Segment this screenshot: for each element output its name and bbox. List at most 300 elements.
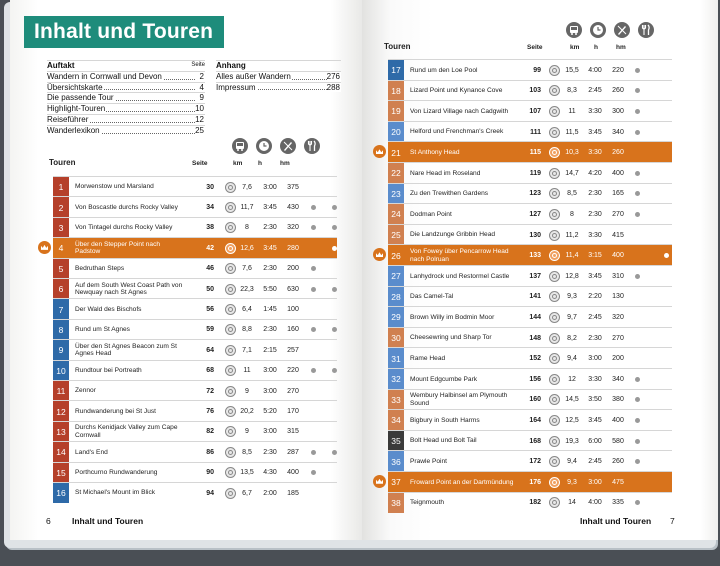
table-row[interactable] (388, 492, 672, 514)
toc-entry[interactable] (47, 71, 205, 82)
tour-number: 35 (388, 431, 404, 452)
bus-marker (635, 171, 640, 176)
toc-entry[interactable] (47, 82, 205, 93)
toc-entry-label: Highlight-Touren (47, 104, 106, 114)
km-header: km (233, 160, 243, 167)
tour-duration: 3:50 (588, 396, 602, 404)
table-row[interactable] (53, 400, 337, 421)
tour-duration: 3:45 (263, 244, 277, 252)
table-row[interactable] (388, 450, 672, 472)
tour-name[interactable]: St Anthony Head (410, 148, 460, 156)
tour-elevation: 340 (612, 375, 624, 383)
tour-page: 56 (206, 306, 214, 314)
tour-number: 12 (53, 401, 69, 421)
toc-entry[interactable] (216, 82, 341, 93)
difficulty-icon (549, 209, 560, 220)
tour-km: 14,5 (565, 396, 579, 404)
tour-name[interactable]: Auf dem South West Coast Path von Newquay nach St Agnes (75, 281, 183, 297)
tour-km: 8,3 (567, 87, 577, 95)
difficulty-icon (549, 127, 560, 138)
bus-marker (635, 500, 640, 505)
toc-entry-page: 288 (326, 82, 340, 92)
tour-duration: 2:45 (588, 458, 602, 466)
tour-km: 9 (245, 428, 249, 436)
difficulty-icon (549, 312, 560, 323)
difficulty-icon (549, 250, 560, 261)
tour-page: 86 (206, 448, 214, 456)
tour-name[interactable]: Bigbury in South Harms (410, 416, 480, 424)
tour-duration: 3:45 (588, 128, 602, 136)
tour-name[interactable]: Mount Edgcumbe Park (410, 375, 478, 383)
tour-km: 20,2 (240, 408, 254, 416)
tour-km: 12,8 (565, 272, 579, 280)
table-row[interactable] (53, 380, 337, 401)
toc-entry-label: Die passende Tour (47, 93, 114, 103)
page-title: Inhalt und Touren (34, 20, 214, 43)
tour-km: 12,6 (240, 244, 254, 252)
tour-page: 144 (529, 313, 541, 321)
bus-marker (311, 287, 316, 292)
difficulty-icon (549, 168, 560, 179)
toc-entry-page: 12 (195, 114, 204, 124)
bus-marker (311, 225, 316, 230)
auftakt-section (47, 60, 205, 136)
difficulty-icon (549, 394, 560, 405)
difficulty-icon (549, 477, 560, 488)
tour-number: 32 (388, 369, 404, 390)
tour-number: 4 (53, 238, 69, 258)
table-row[interactable] (388, 471, 672, 493)
tour-km: 14 (568, 499, 576, 507)
difficulty-icon (549, 333, 560, 344)
right-page (362, 0, 718, 540)
tour-elevation: 260 (612, 87, 624, 95)
legend-icons (566, 22, 676, 40)
tour-duration: 4:00 (588, 499, 602, 507)
tour-duration: 2:30 (263, 224, 277, 232)
tour-km: 11,2 (565, 231, 579, 239)
tour-page: 160 (529, 396, 541, 404)
tour-km: 11 (568, 107, 576, 115)
table-row[interactable] (53, 421, 337, 442)
page-number: 6 (46, 516, 51, 526)
tour-number: 33 (388, 390, 404, 411)
tour-elevation: 400 (287, 469, 299, 477)
tour-elevation: 200 (287, 265, 299, 273)
tour-name[interactable]: Zu den Trewithen Gardens (410, 190, 489, 198)
tour-duration: 2:45 (588, 87, 602, 95)
tour-number: 1 (53, 177, 69, 197)
tour-name[interactable]: Durchs Kenidjack Valley zum Cape Cornwall (75, 424, 178, 439)
difficulty-icon (549, 456, 560, 467)
tour-page: 46 (206, 265, 214, 273)
difficulty-icon (549, 65, 560, 76)
bus-marker (311, 266, 316, 271)
table-row[interactable] (53, 237, 337, 258)
tour-elevation: 160 (287, 326, 299, 334)
table-row[interactable] (388, 141, 672, 163)
tour-name[interactable]: Über den Stepper Point nach Padstow (75, 240, 161, 256)
tour-number: 9 (53, 340, 69, 360)
toc-entry-page: 4 (199, 82, 204, 92)
bus-marker (311, 470, 316, 475)
tour-duration: 2:45 (588, 313, 602, 321)
table-row[interactable] (53, 176, 337, 197)
anhang-section (216, 60, 341, 92)
tour-name[interactable]: Die Landzunge Gribbin Head (410, 231, 496, 239)
tour-km: 12 (568, 375, 576, 383)
tour-number: 18 (388, 81, 404, 102)
tour-number: 5 (53, 259, 69, 279)
table-row[interactable] (388, 430, 672, 452)
tour-page: 72 (206, 387, 214, 395)
tour-page: 76 (206, 408, 214, 416)
tour-elevation: 270 (612, 210, 624, 218)
table-row[interactable] (388, 80, 672, 102)
tour-number: 14 (53, 442, 69, 462)
tour-elevation: 220 (287, 367, 299, 375)
clock-icon (256, 138, 272, 154)
table-row[interactable] (53, 462, 337, 483)
tour-page: 137 (529, 272, 541, 280)
tour-km: 8 (570, 210, 574, 218)
tour-name[interactable]: Von Boscastle durchs Rocky Valley (75, 203, 178, 211)
table-row[interactable] (388, 183, 672, 205)
tour-page: 127 (529, 210, 541, 218)
tour-page: 82 (206, 428, 214, 436)
tour-name[interactable]: Zennor (75, 387, 96, 395)
tour-duration: 3:00 (263, 367, 277, 375)
tour-number: 19 (388, 101, 404, 122)
tour-page: 94 (206, 489, 214, 497)
tour-name[interactable]: Brown Willy im Bodmin Moor (410, 313, 495, 321)
tour-duration: 2:30 (588, 334, 602, 342)
table-row[interactable] (53, 196, 337, 217)
tour-km: 22,3 (240, 285, 254, 293)
toc-entry-label: Impressum (216, 82, 256, 92)
compass-icon (280, 138, 296, 154)
restaurant-marker (332, 225, 337, 230)
toc-entry-label: Reiseführer (47, 114, 89, 124)
clock-icon (590, 22, 606, 38)
tour-page: 182 (529, 499, 541, 507)
tour-name[interactable]: Land's End (75, 448, 108, 456)
tour-elevation: 200 (612, 355, 624, 363)
tour-elevation: 630 (287, 285, 299, 293)
touren-header: Touren (384, 42, 411, 51)
table-row[interactable] (388, 286, 672, 308)
tour-name[interactable]: Rundtour bei Portreath (75, 366, 142, 374)
tour-km: 6,7 (242, 489, 252, 497)
highlight-crown-icon (38, 241, 51, 254)
tour-name[interactable]: Rund um St Agnes (75, 326, 130, 334)
toc-entry[interactable] (47, 92, 205, 103)
tour-duration: 3:00 (588, 478, 602, 486)
tour-km: 9,4 (567, 355, 577, 363)
tour-page: 148 (529, 334, 541, 342)
bus-marker (635, 109, 640, 114)
toc-entry[interactable] (47, 103, 205, 114)
tour-number: 11 (53, 381, 69, 401)
tour-duration: 2:00 (263, 489, 277, 497)
tour-duration: 1:45 (263, 306, 277, 314)
bus-marker (635, 377, 640, 382)
bus-marker (311, 327, 316, 332)
tour-name[interactable]: Froward Point an der Dartmündung (410, 478, 514, 486)
tour-name[interactable]: Von Fowey über Pencarrow Head nach Polruan (410, 248, 509, 263)
tour-duration: 3:30 (588, 231, 602, 239)
tour-elevation: 287 (287, 448, 299, 456)
tour-km: 11,7 (240, 204, 254, 212)
tour-name[interactable]: Über den St Agnes Beacon zum St Agnes Head (75, 342, 177, 358)
bus-marker (635, 459, 640, 464)
h-header: h (594, 44, 598, 51)
tour-name[interactable]: Dodman Point (410, 210, 452, 218)
tour-number: 24 (388, 204, 404, 225)
tour-name[interactable]: Teignmouth (410, 499, 445, 507)
tour-elevation: 400 (612, 169, 624, 177)
tour-number: 30 (388, 328, 404, 349)
tour-km: 8,5 (242, 448, 252, 456)
tour-page: 34 (206, 204, 214, 212)
tour-elevation: 260 (612, 149, 624, 157)
tour-elevation: 130 (612, 293, 624, 301)
table-row[interactable] (388, 347, 672, 369)
tour-number: 38 (388, 493, 404, 514)
tour-number: 16 (53, 483, 69, 503)
restaurant-icon (304, 138, 320, 154)
bus-marker (635, 68, 640, 73)
tour-km: 15,5 (565, 66, 579, 74)
tour-name[interactable]: Prawle Point (410, 457, 448, 465)
tour-duration: 2:20 (588, 293, 602, 301)
tour-number: 3 (53, 218, 69, 238)
difficulty-icon (549, 271, 560, 282)
h-header: h (258, 160, 262, 167)
tour-elevation: 400 (612, 252, 624, 260)
tour-page: 107 (529, 107, 541, 115)
tour-number: 7 (53, 299, 69, 319)
table-row[interactable] (388, 59, 672, 81)
anhang-heading: Anhang (216, 61, 246, 70)
tour-duration: 3:00 (263, 387, 277, 395)
table-row[interactable] (388, 162, 672, 184)
bus-marker (635, 88, 640, 93)
tour-elevation: 375 (287, 183, 299, 191)
table-row[interactable] (53, 339, 337, 360)
tour-number: 21 (388, 142, 404, 163)
tour-name[interactable]: Morwenstow und Marsland (75, 183, 154, 191)
difficulty-icon (549, 497, 560, 508)
table-row[interactable] (388, 368, 672, 390)
toc-entry-label: Wandern in Cornwall und Devon (47, 71, 162, 81)
tour-number: 23 (388, 184, 404, 205)
table-row[interactable] (53, 278, 337, 299)
tour-name[interactable]: Bedruthan Steps (75, 264, 125, 272)
tour-duration: 5:20 (263, 408, 277, 416)
tour-elevation: 430 (287, 204, 299, 212)
bus-marker (311, 368, 316, 373)
bus-marker (635, 439, 640, 444)
restaurant-marker (332, 327, 337, 332)
toc-entry[interactable] (47, 114, 205, 125)
bus-marker (311, 450, 316, 455)
tour-duration: 3:30 (588, 149, 602, 157)
tour-number: 27 (388, 266, 404, 287)
tour-number: 31 (388, 348, 404, 369)
tour-number: 20 (388, 122, 404, 143)
tour-page: 176 (529, 478, 541, 486)
tour-elevation: 475 (612, 478, 624, 486)
tour-name[interactable]: Rame Head (410, 354, 446, 362)
tour-number: 22 (388, 163, 404, 184)
tour-name[interactable]: Porthcurno Rundwanderung (75, 468, 158, 476)
tour-km: 8,8 (242, 326, 252, 334)
tour-km: 19,3 (565, 437, 579, 445)
tour-duration: 3:00 (263, 428, 277, 436)
bus-marker (635, 397, 640, 402)
tour-elevation: 260 (612, 458, 624, 466)
tour-name[interactable]: Lanhydrock und Restormel Castle (410, 272, 510, 280)
tour-km: 9,3 (567, 478, 577, 486)
tour-page: 103 (529, 87, 541, 95)
hm-header: hm (616, 44, 626, 51)
tour-duration: 3:30 (588, 107, 602, 115)
tour-elevation: 300 (612, 107, 624, 115)
tour-number: 26 (388, 245, 404, 266)
table-row[interactable] (388, 100, 672, 122)
tour-duration: 4:30 (263, 469, 277, 477)
tour-number: 28 (388, 287, 404, 308)
tour-page: 156 (529, 375, 541, 383)
difficulty-icon (549, 374, 560, 385)
table-row[interactable] (388, 327, 672, 349)
tour-name[interactable]: Cheesewring und Sharp Tor (410, 334, 492, 342)
toc-entry[interactable] (47, 125, 205, 136)
bus-marker (635, 418, 640, 423)
tour-km: 9,4 (567, 458, 577, 466)
tour-page: 30 (206, 183, 214, 191)
tour-elevation: 310 (612, 272, 624, 280)
table-row[interactable] (388, 389, 672, 411)
table-row[interactable] (388, 265, 672, 287)
table-row[interactable] (388, 224, 672, 246)
tour-duration: 2:30 (263, 265, 277, 273)
tour-duration: 5:50 (263, 285, 277, 293)
toc-entry-page: 25 (195, 125, 204, 135)
tour-km: 9,7 (567, 313, 577, 321)
tour-name[interactable]: St Michael's Mount im Blick (75, 489, 156, 497)
toc-entry[interactable] (216, 71, 341, 82)
tour-name[interactable]: Helford und Frenchman's Creek (410, 128, 504, 136)
tour-name[interactable]: Wembury Halbinsel am Plymouth Sound (410, 392, 508, 407)
table-row[interactable] (53, 217, 337, 238)
tour-elevation: 380 (612, 396, 624, 404)
tour-elevation: 170 (287, 408, 299, 416)
tour-page: 172 (529, 458, 541, 466)
tour-km: 6,4 (242, 306, 252, 314)
tour-elevation: 335 (612, 499, 624, 507)
tour-page: 38 (206, 224, 214, 232)
tour-page: 64 (206, 346, 214, 354)
table-row[interactable] (53, 319, 337, 340)
tour-name[interactable]: Das Camel-Tal (410, 293, 454, 301)
tour-elevation: 320 (287, 224, 299, 232)
hm-header: hm (280, 160, 290, 167)
tour-name[interactable]: Rund um den Loe Pool (410, 66, 478, 74)
tour-km: 13,5 (240, 469, 254, 477)
footer-section: Inhalt und Touren (580, 516, 652, 526)
seite-header: Seite (192, 160, 208, 167)
tour-page: 152 (529, 355, 541, 363)
tour-page: 59 (206, 326, 214, 334)
footer-section: Inhalt und Touren (72, 516, 144, 526)
tour-number: 13 (53, 422, 69, 442)
auftakt-heading: Auftakt (47, 61, 75, 70)
table-row[interactable] (388, 121, 672, 143)
tour-name[interactable]: Bolt Head und Bolt Tail (410, 437, 477, 445)
bus-icon (232, 138, 248, 154)
tour-page: 130 (529, 231, 541, 239)
table-row[interactable] (53, 360, 337, 381)
tour-elevation: 315 (287, 428, 299, 436)
difficulty-icon (549, 188, 560, 199)
tour-elevation: 580 (612, 437, 624, 445)
tour-name[interactable]: Von Tintagel durchs Rocky Valley (75, 224, 173, 232)
table-row[interactable] (388, 306, 672, 328)
table-row[interactable] (388, 244, 672, 266)
tour-number: 34 (388, 410, 404, 431)
compass-icon (614, 22, 630, 38)
tour-page: 90 (206, 469, 214, 477)
difficulty-icon (549, 106, 560, 117)
table-row[interactable] (53, 258, 337, 279)
tour-elevation: 220 (612, 66, 624, 74)
tour-number: 17 (388, 60, 404, 81)
tour-elevation: 400 (612, 416, 624, 424)
table-row[interactable] (53, 441, 337, 462)
table-row[interactable] (388, 409, 672, 431)
toc-entry-label: Wanderlexikon (47, 125, 100, 135)
table-row[interactable] (388, 203, 672, 225)
tour-duration: 3:30 (588, 375, 602, 383)
tour-number: 29 (388, 307, 404, 328)
toc-entry-page: 276 (326, 71, 340, 81)
tour-elevation: 320 (612, 313, 624, 321)
table-row[interactable] (53, 298, 337, 319)
tour-name[interactable]: Von Lizard Village nach Cadgwith (410, 107, 509, 115)
tour-duration: 3:45 (588, 272, 602, 280)
table-row[interactable] (53, 482, 337, 503)
tour-page: 141 (529, 293, 541, 301)
tour-page: 168 (529, 437, 541, 445)
restaurant-marker (664, 253, 669, 258)
restaurant-marker (332, 450, 337, 455)
bus-marker (635, 130, 640, 135)
tour-elevation: 270 (287, 387, 299, 395)
page-number: 7 (670, 516, 675, 526)
tour-km: 10,3 (565, 149, 579, 157)
tour-duration: 2:15 (263, 346, 277, 354)
tour-elevation: 185 (287, 489, 299, 497)
tour-name[interactable]: Rundwanderung bei St Just (75, 407, 157, 415)
tour-name[interactable]: Lizard Point und Kynance Cove (410, 87, 503, 95)
tour-name[interactable]: Der Wald des Bischofs (75, 305, 142, 313)
tour-number: 8 (53, 320, 69, 340)
tour-duration: 2:30 (588, 190, 602, 198)
tour-duration: 4:20 (588, 169, 602, 177)
tour-name[interactable]: Nare Head im Roseland (410, 169, 481, 177)
